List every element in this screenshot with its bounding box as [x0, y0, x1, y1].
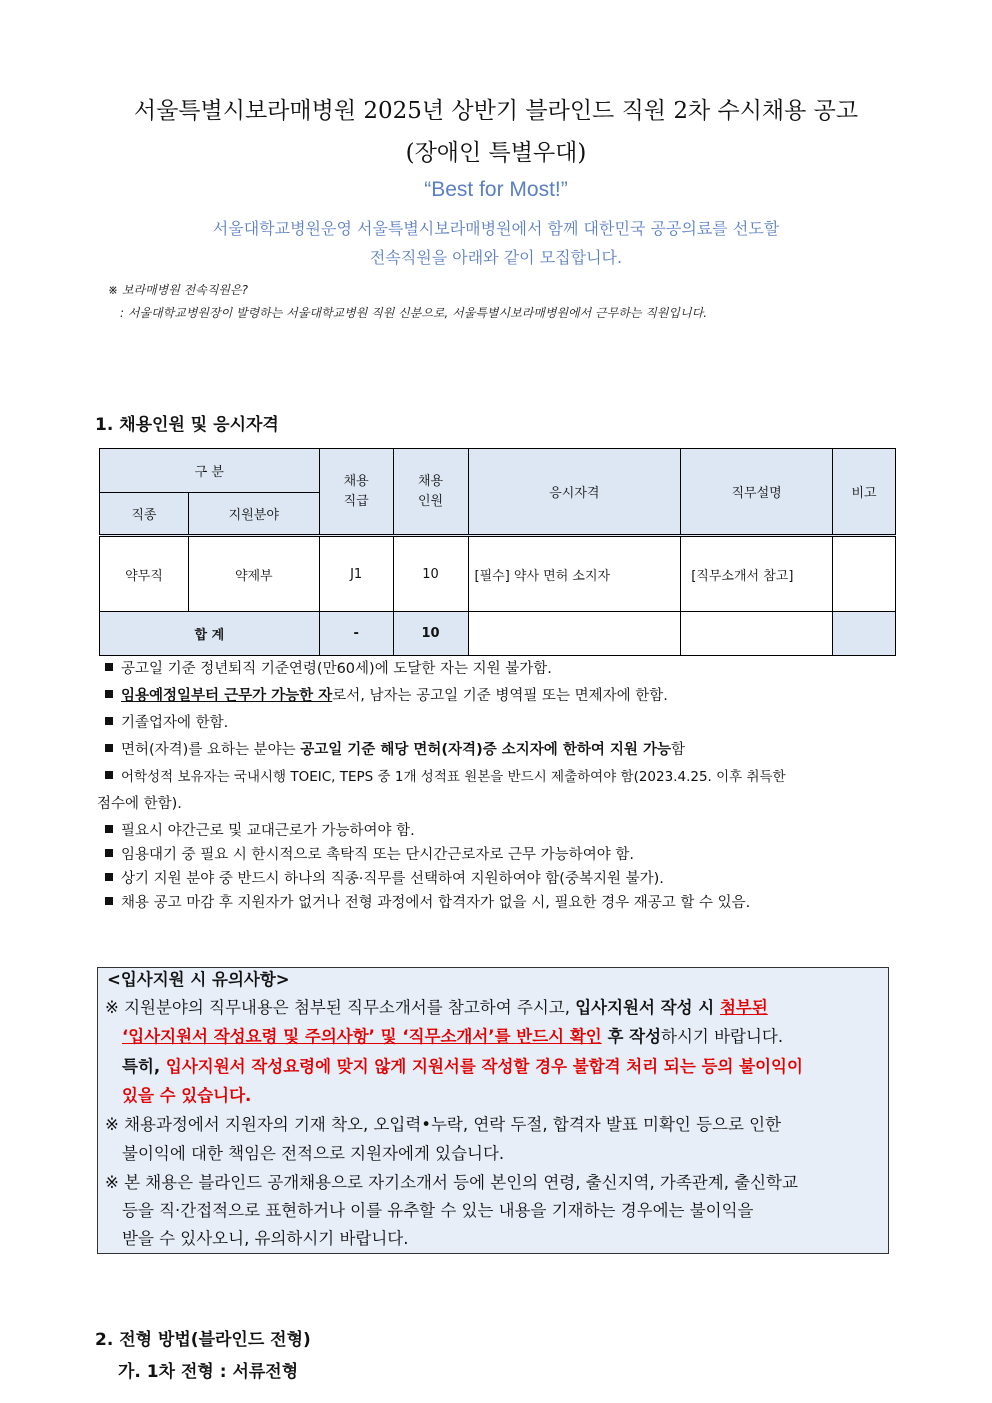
note-question: ※ 보라매병원 전속직원은?	[108, 283, 248, 297]
header-grade: 채용 직급	[319, 449, 393, 536]
total-duty-empty	[681, 612, 833, 656]
cell-qualification: [필수] 약사 면허 소지자	[468, 536, 681, 612]
total-count: 10	[393, 612, 468, 656]
bullet-item: 임용예정일부터 근무가 가능한 자로서, 남자는 공고일 기준 병역필 또는 면제자에 한함.	[105, 686, 668, 706]
notice-paragraph-2: 특히, 입사지원서 작성요령에 맞지 않게 지원서를 작성할 경우 불합격 처리 되는 등의 불이익이	[122, 1057, 803, 1076]
bullet-square-icon	[105, 771, 113, 779]
header-job-type: 직종	[100, 493, 189, 536]
section-2-heading: 2. 전형 방법(블라인드 전형)	[95, 1330, 311, 1350]
bullet-item: 필요시 야간근로 및 교대근로가 가능하여야 함.	[105, 821, 415, 841]
application-notice-box	[97, 967, 889, 1254]
bullet-item: 공고일 기준 정년퇴직 기준연령(만60세)에 도달한 자는 지원 불가함.	[105, 659, 552, 679]
note-answer: : 서울대학교병원장이 발령하는 서울대학교병원 직원 신분으로, 서울특별시보라매병원에서 근무하는 직원입니다.	[120, 306, 708, 320]
bullet-item: 채용 공고 마감 후 지원자가 없거나 전형 과정에서 합격자가 없을 시, 필요한 경우 재공고 할 수 있음.	[105, 893, 750, 913]
bullet-item: 기졸업자에 한함.	[105, 713, 228, 733]
recruitment-table	[99, 448, 896, 656]
bullet-square-icon	[105, 873, 113, 881]
cell-field: 약제부	[188, 536, 319, 612]
notice-paragraph-1: ※ 지원분야의 직무내용은 첨부된 직무소개서를 참고하여 주시고, 입사지원서 작성 시 첨부된	[105, 998, 768, 1017]
header-field: 지원분야	[188, 493, 319, 536]
intro-line-2: 전속직원을 아래와 같이 모집합니다.	[369, 248, 623, 267]
notice-paragraph-1-cont: ‘입사지원서 작성요령 및 주의사항’ 및 ‘직무소개서’를 반드시 확인 후 작성하시기 바랍니다.	[122, 1027, 784, 1046]
bullet-square-icon	[105, 744, 113, 752]
notice-title: <입사지원 시 유의사항>	[107, 970, 290, 989]
total-qualification-empty	[468, 612, 681, 656]
bullet-item: 어학성적 보유자는 국내시행 TOEIC, TEPS 중 1개 성적표 원본을 반드시 제출하여야 함(2023.4.25. 이후 취득한	[105, 767, 786, 787]
total-label: 합 계	[100, 612, 320, 656]
cell-count: 10	[393, 536, 468, 612]
section-2-subheading: 가. 1차 전형 : 서류전형	[118, 1362, 299, 1382]
notice-paragraph-3-cont: 불이익에 대한 책임은 전적으로 지원자에게 있습니다.	[122, 1144, 505, 1163]
cell-job-type: 약무직	[100, 536, 189, 612]
cell-grade: J1	[319, 536, 393, 612]
header-remark: 비고	[833, 449, 896, 536]
bullet-item-continued: 점수에 한함).	[97, 796, 182, 812]
header-duty: 직무설명	[681, 449, 833, 536]
total-remark-empty	[833, 612, 896, 656]
header-qualification: 응시자격	[468, 449, 681, 536]
section-1-heading: 1. 채용인원 및 응시자격	[95, 415, 279, 435]
bullet-item: 상기 지원 분야 중 반드시 하나의 직종·직무를 선택하여 지원하여야 함(중복지원 불가).	[105, 869, 664, 889]
bullet-square-icon	[105, 825, 113, 833]
intro-line-1: 서울대학교병원운영 서울특별시보라매병원에서 함께 대한민국 공공의료를 선도할	[212, 219, 780, 238]
bullet-item: 임용대기 중 필요 시 한시적으로 촉탁직 또는 단시간근로자로 근무 가능하여야 함.	[105, 845, 634, 865]
bullet-square-icon	[105, 663, 113, 671]
bullet-item: 면허(자격)를 요하는 분야는 공고일 기준 해당 면허(자격)증 소지자에 한하여 지원 가능함	[105, 740, 685, 760]
header-category: 구 분	[100, 449, 320, 493]
bullet-square-icon	[105, 849, 113, 857]
notice-paragraph-4-cont: 등을 직·간접적으로 표현하거나 이를 유추할 수 있는 내용을 기재하는 경우에는 불이익을	[122, 1201, 754, 1220]
total-grade: -	[319, 612, 393, 656]
notice-paragraph-4-end: 받을 수 있사오니, 유의하시기 바랍니다.	[122, 1229, 409, 1248]
bullet-square-icon	[105, 897, 113, 905]
page-title: 서울특별시보라매병원 2025년 상반기 블라인드 직원 2차 수시채용 공고	[133, 98, 859, 124]
header-count: 채용 인원	[393, 449, 468, 536]
page-subtitle: (장애인 특별우대)	[405, 140, 587, 166]
bullet-square-icon	[105, 717, 113, 725]
slogan: “Best for Most!”	[424, 178, 568, 201]
cell-duty: [직무소개서 참고]	[681, 536, 833, 612]
notice-paragraph-2-cont: 있을 수 있습니다.	[122, 1086, 252, 1105]
notice-paragraph-3: ※ 채용과정에서 지원자의 기재 착오, 오입력•누락, 연락 두절, 합격자 발표 미확인 등으로 인한	[105, 1115, 782, 1134]
cell-remark	[833, 536, 896, 612]
notice-paragraph-4: ※ 본 채용은 블라인드 공개채용으로 자기소개서 등에 본인의 연령, 출신지역, 가족관계, 출신학교	[105, 1173, 798, 1192]
bullet-square-icon	[105, 690, 113, 698]
